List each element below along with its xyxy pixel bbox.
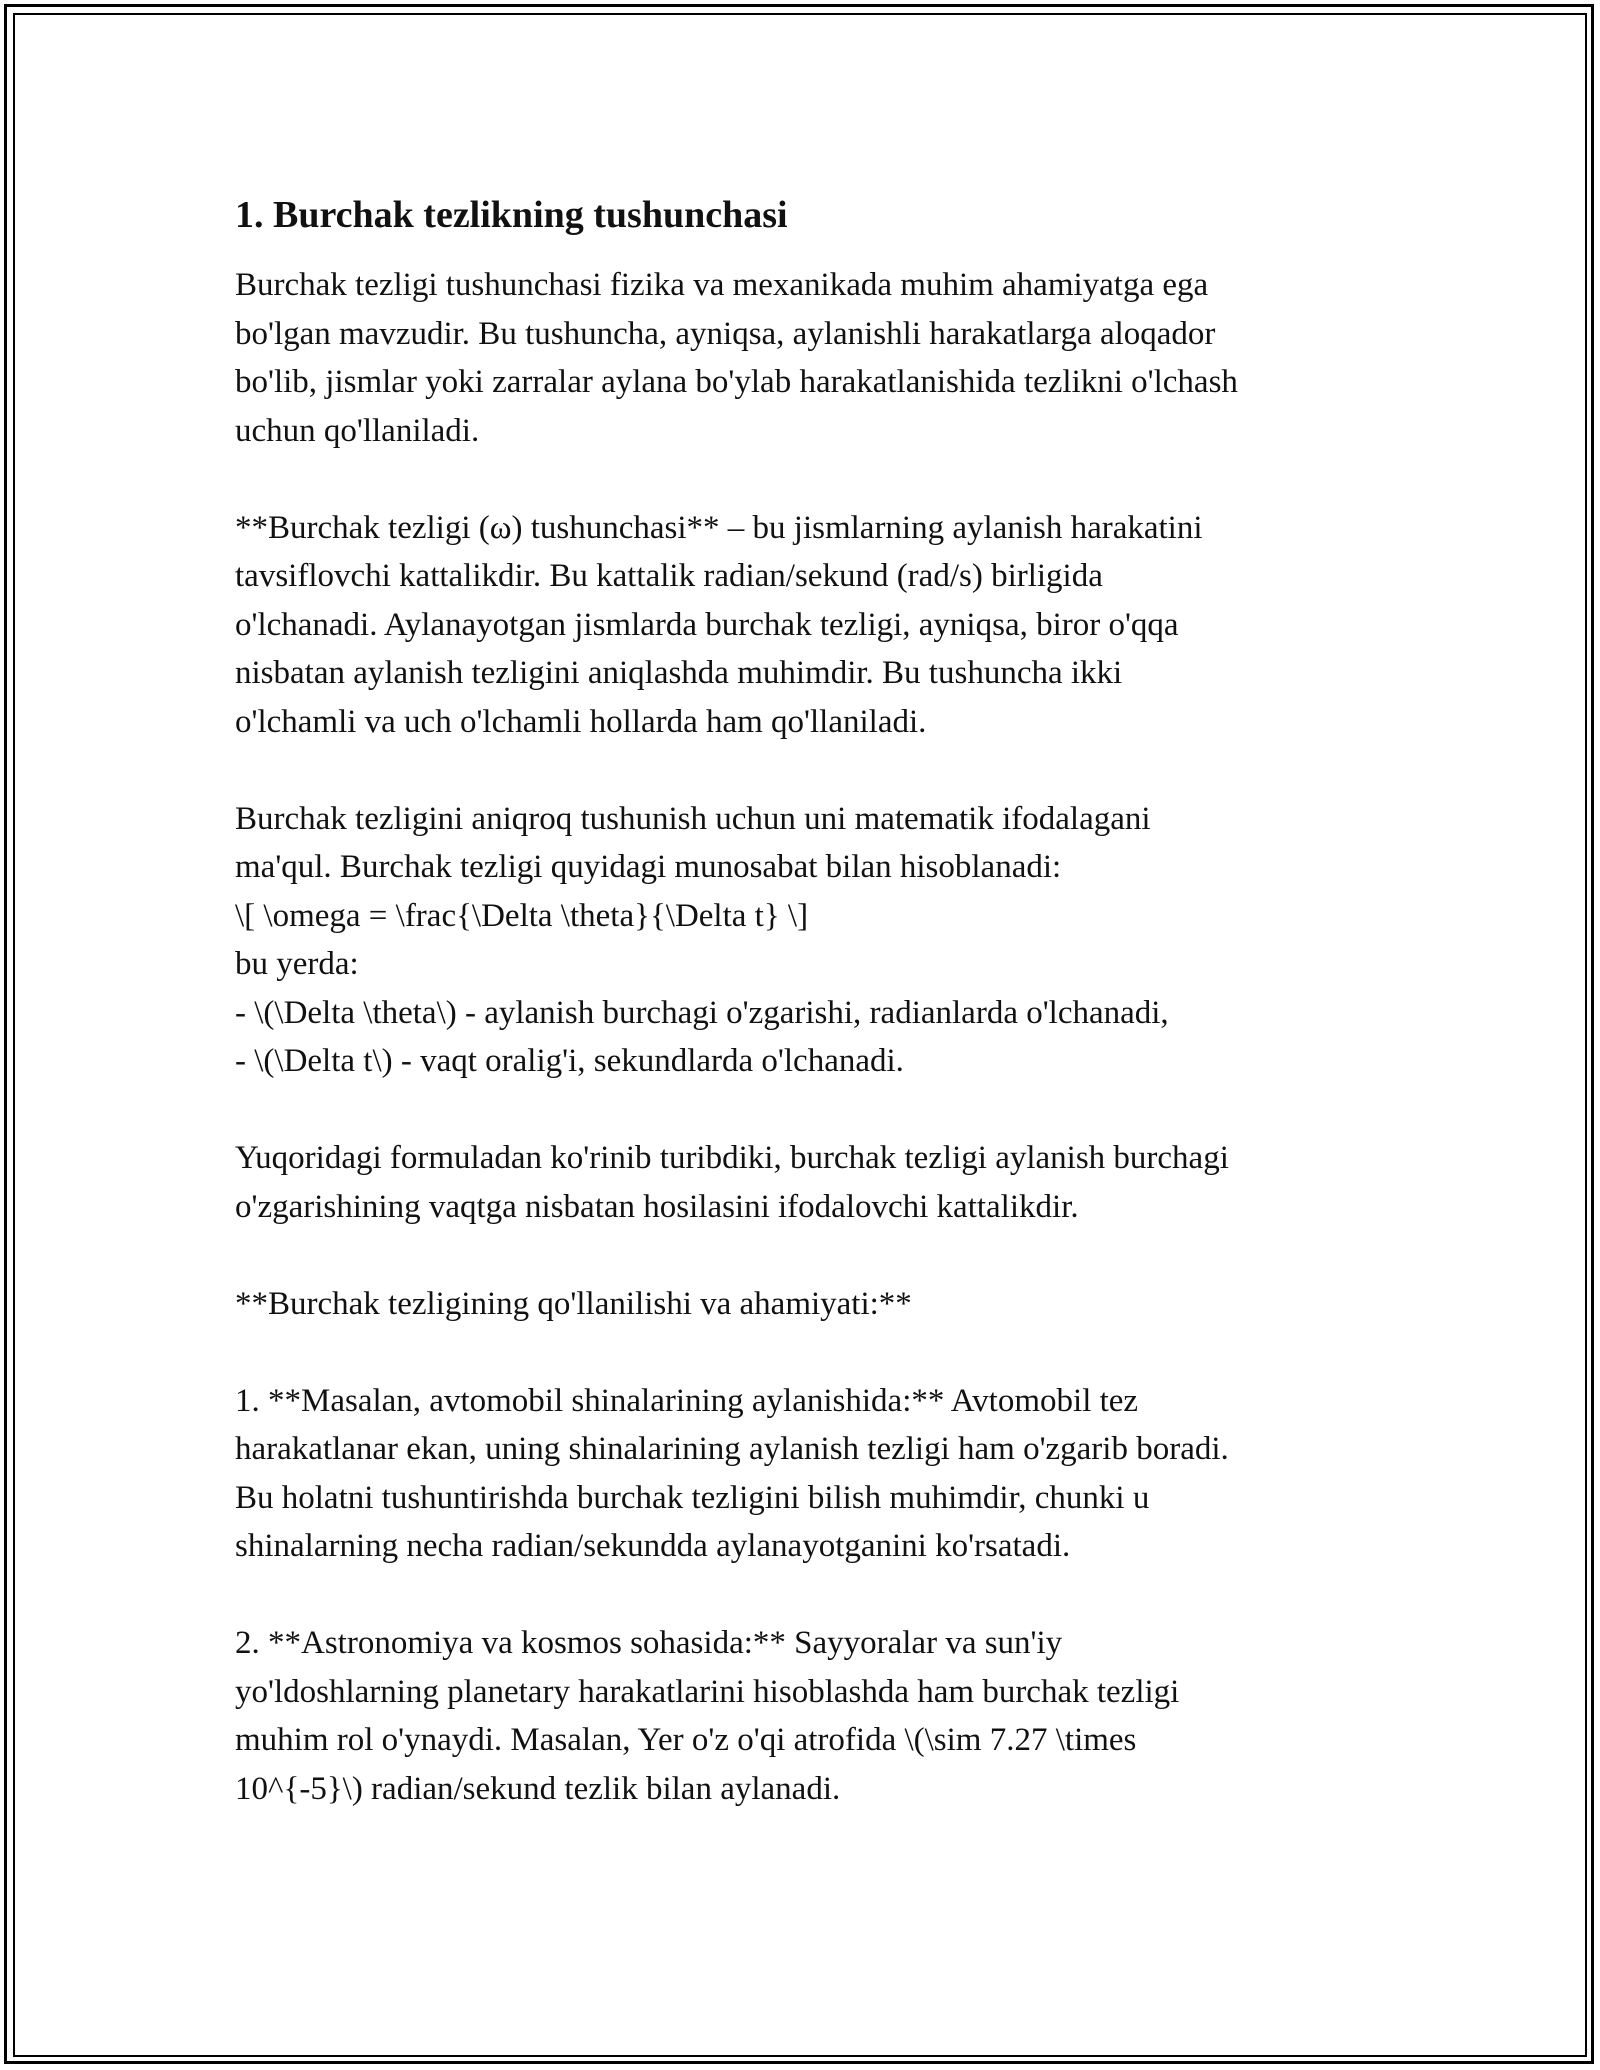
text-line: 1. **Masalan, avtomobil shinalarining aylanishida:** Avtomobil tez — [235, 1382, 1139, 1419]
section-heading: 1. Burchak tezlikning tushunchasi — [235, 194, 788, 236]
text-line: bo'lib, jismlar yoki zarralar aylana bo'ylab harakatlanishida tezlikni o'lchash — [235, 364, 1238, 400]
text-line: harakatlanar ekan, uning shinalarining aylanish tezligi ham o'zgarib boradi. — [235, 1431, 1229, 1467]
text-line: uchun qo'llaniladi. — [235, 412, 480, 449]
blank-line — [235, 1328, 1365, 1377]
text-line: **Burchak tezligining qo'llanilishi va ahamiyati:** — [235, 1285, 912, 1322]
text-line: - \(\Delta t\) - vaqt oralig'i, sekundlarda o'lchanadi. — [235, 1043, 904, 1079]
text-line: tavsiflovchi kattalikdir. Bu kattalik radian/sekund (rad/s) birligida — [235, 558, 1103, 594]
text-line: o'lchamli va uch o'lchamli hollarda ham qo'llaniladi. — [235, 703, 927, 740]
text-line: Burchak tezligini aniqroq tushunish uchun uni matematik ifodalagani — [235, 800, 1151, 837]
text-line: o'zgarishining vaqtga nisbatan hosilasini ifodalovchi kattalikdir. — [235, 1188, 1079, 1225]
blank-line — [235, 1571, 1365, 1620]
blank-line — [235, 1231, 1365, 1280]
text-line: nisbatan aylanish tezligini aniqlashda muhimdir. Bu tushuncha ikki — [235, 655, 1123, 691]
text-line: **Burchak tezligi (ω) tushunchasi** – bu jismlarning aylanish harakatini — [235, 509, 1203, 546]
text-line: 2. **Astronomiya va kosmos sohasida:** Sayyoralar va sun'iy — [235, 1625, 1063, 1661]
text-line: \[ \omega = \frac{\Delta \theta}{\Delta t} \] — [235, 897, 809, 934]
blank-line — [235, 455, 1365, 504]
text-line: shinalarning necha radian/sekundda aylanayotganini ko'rsatadi. — [235, 1528, 1071, 1564]
text-line: bu yerda: — [235, 946, 359, 982]
document-body — [235, 185, 1365, 1813]
text-line: Burchak tezligi tushunchasi fizika va mexanikada muhim ahamiyatga ega — [235, 267, 1209, 303]
text-line: - \(\Delta \theta\) - aylanish burchagi o'zgarishi, radianlarda o'lchanadi, — [235, 994, 1169, 1031]
text-line: yo'ldoshlarning planetary harakatlarini hisoblashda ham burchak tezligi — [235, 1673, 1180, 1710]
text-line: o'lchanadi. Aylanayotgan jismlarda burchak tezligi, ayniqsa, biror o'qqa — [235, 606, 1179, 643]
text-line: Bu holatni tushuntirishda burchak tezligini bilish muhimdir, chunki u — [235, 1479, 1150, 1516]
blank-line — [235, 1086, 1365, 1135]
text-line: Yuqoridagi formuladan ko'rinib turibdiki, burchak tezligi aylanish burchagi — [235, 1140, 1229, 1176]
text-line: 10^{-5}\) radian/sekund tezlik bilan aylanadi. — [235, 1770, 841, 1807]
body-text — [235, 261, 1365, 1813]
text-line: ma'qul. Burchak tezligi quyidagi munosabat bilan hisoblanadi: — [235, 849, 1062, 885]
blank-line — [235, 746, 1365, 795]
text-line: muhim rol o'ynaydi. Masalan, Yer o'z o'qi atrofida \(\sim 7.27 \times — [235, 1722, 1137, 1758]
text-line: bo'lgan mavzudir. Bu tushuncha, ayniqsa, aylanishli harakatlarga aloqador — [235, 315, 1216, 352]
